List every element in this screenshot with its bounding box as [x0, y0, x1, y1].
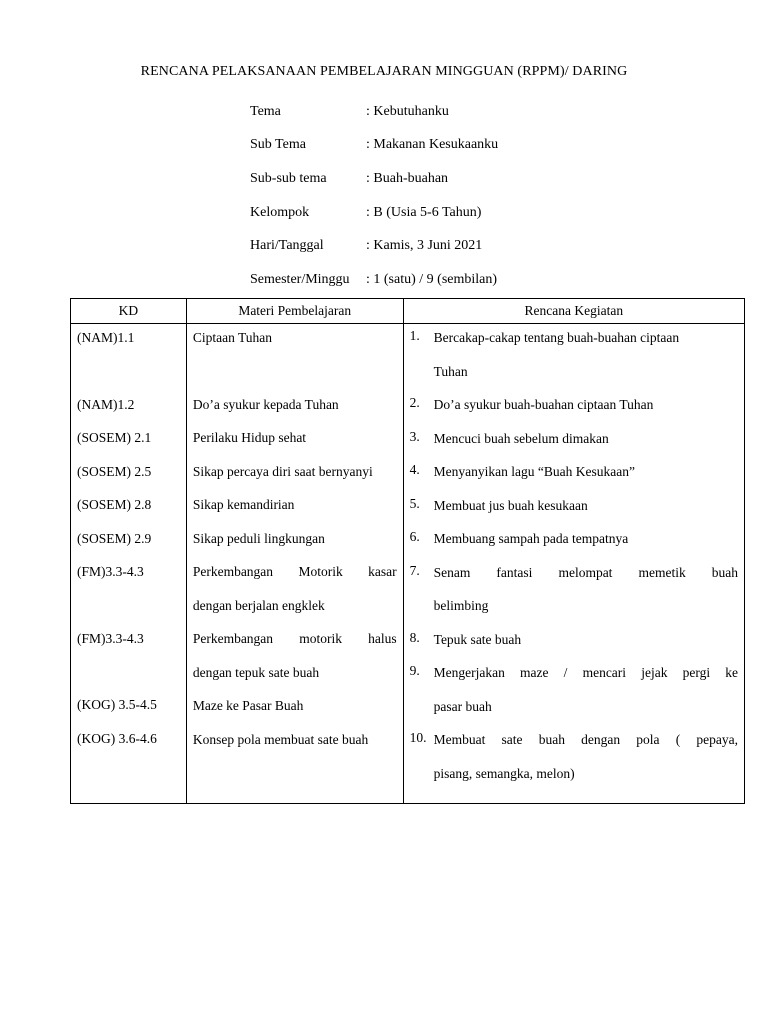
kegiatan-item	[410, 563, 738, 630]
kegiatan-text: Do’a syukur buah-buahan ciptaan Tuhan	[433, 397, 654, 412]
header-materi: Materi Pembelajaran	[186, 299, 403, 324]
kegiatan-text: Bercakap-cakap tentang buah-buahan ciptaan	[433, 330, 680, 345]
meta-row-tema	[250, 95, 498, 129]
kegiatan-text: Mencuci buah sebelum dimakan	[433, 430, 609, 446]
materi-item: dengan tepuk sate buah	[192, 664, 320, 680]
kegiatan-item	[410, 630, 738, 664]
meta-row-sub-sub-tema	[250, 162, 498, 196]
kd-item: (FM)3.3-4.3	[77, 564, 144, 579]
kegiatan-item	[410, 429, 738, 463]
kegiatan-item	[410, 462, 738, 496]
kegiatan-item	[410, 496, 738, 530]
kegiatan-text: Senam fantasi melompat memetik buah	[433, 564, 738, 580]
kegiatan-text: Membuat jus buah kesukaan	[433, 497, 588, 513]
kegiatan-item	[410, 395, 738, 429]
kegiatan-column	[403, 324, 744, 804]
materi-item: Maze ke Pasar Buah	[192, 698, 304, 713]
materi-item: Konsep pola membuat sate buah	[192, 731, 369, 747]
kd-item: (SOSEM) 2.1	[77, 430, 152, 445]
materi-item: Do’a syukur kepada Tuhan	[192, 396, 339, 412]
kegiatan-text: Tepuk sate buah	[433, 631, 522, 647]
kd-column	[71, 324, 187, 804]
meta-label: Hari/Tanggal	[250, 238, 324, 254]
meta-label: Sub-sub tema	[250, 170, 327, 186]
meta-row-sub-tema	[250, 129, 498, 163]
meta-label: Kelompok	[250, 204, 310, 220]
meta-value: : B (Usia 5-6 Tahun)	[366, 204, 482, 220]
meta-value: : Makanan Kesukaanku	[366, 137, 499, 153]
kegiatan-number: 3.	[409, 428, 420, 444]
document-title: RENCANA PELAKSANAAN PEMBELAJARAN MINGGUAN (RPPM)/ DARING	[140, 64, 628, 79]
kegiatan-text: pasar buah	[433, 698, 492, 714]
kd-item: (NAM)1.1	[77, 330, 135, 345]
meta-label: Sub Tema	[250, 137, 306, 153]
kd-item: (KOG) 3.6-4.6	[77, 730, 157, 746]
kegiatan-number: 2.	[409, 395, 420, 410]
meta-value: : Kebutuhanku	[366, 103, 449, 119]
meta-value: : Kamis, 3 Juni 2021	[366, 238, 483, 254]
kegiatan-text: Mengerjakan maze / mencari jejak pergi ke	[433, 665, 738, 680]
table-header-row	[71, 299, 745, 324]
kegiatan-number: 5.	[409, 495, 420, 511]
kegiatan-number: 1.	[409, 328, 420, 343]
meta-row-semester-minggu	[250, 263, 498, 297]
kd-item: (SOSEM) 2.8	[77, 497, 152, 512]
kegiatan-item	[410, 529, 738, 563]
meta-label: Tema	[250, 103, 281, 119]
table-body-row	[71, 324, 745, 804]
header-kegiatan: Rencana Kegiatan	[403, 299, 744, 324]
meta-row-hari-tanggal	[250, 229, 498, 263]
materi-item: Perkembangan Motorik kasar	[192, 564, 397, 579]
materi-item: Perilaku Hidup sehat	[192, 430, 307, 445]
materi-item: Sikap percaya diri saat bernyanyi	[192, 463, 373, 479]
kd-item: (SOSEM) 2.5	[77, 463, 152, 479]
meta-value: : Buah-buahan	[366, 170, 449, 186]
meta-block	[250, 95, 498, 297]
kegiatan-item	[410, 730, 738, 797]
materi-item: Perkembangan motorik halus	[192, 631, 397, 646]
kegiatan-text: belimbing	[433, 598, 489, 613]
meta-label: Semester/Minggu	[250, 271, 350, 287]
materi-item: Ciptaan Tuhan	[192, 330, 272, 345]
kd-item: (SOSEM) 2.9	[77, 530, 152, 546]
kegiatan-number: 9.	[409, 663, 420, 678]
kegiatan-number: 8.	[409, 629, 420, 645]
kegiatan-number: 7.	[409, 562, 420, 578]
kegiatan-text: pisang, semangka, melon)	[433, 765, 575, 781]
kegiatan-item	[410, 328, 738, 395]
materi-item: dengan berjalan engklek	[192, 597, 325, 613]
header-kd: KD	[71, 299, 187, 324]
materi-item: Sikap peduli lingkungan	[192, 530, 325, 546]
rppm-table	[70, 298, 745, 804]
kd-item: (NAM)1.2	[77, 396, 135, 412]
kegiatan-text: Menyanyikan lagu “Buah Kesukaan”	[433, 464, 635, 479]
meta-row-kelompok	[250, 196, 498, 230]
kegiatan-number: 6.	[409, 529, 420, 544]
meta-value: : 1 (satu) / 9 (sembilan)	[366, 271, 498, 287]
materi-column	[186, 324, 403, 804]
materi-item: Sikap kemandirian	[192, 497, 295, 512]
kegiatan-text: Membuang sampah pada tempatnya	[433, 531, 629, 546]
kd-item: (FM)3.3-4.3	[77, 630, 144, 646]
kegiatan-number: 10.	[409, 730, 427, 745]
kegiatan-item	[410, 663, 738, 730]
kegiatan-number: 4.	[409, 462, 420, 477]
kegiatan-text: Membuat sate buah dengan pola ( pepaya,	[433, 732, 738, 747]
kegiatan-text: Tuhan	[433, 363, 468, 379]
kd-item: (KOG) 3.5-4.5	[77, 697, 157, 712]
